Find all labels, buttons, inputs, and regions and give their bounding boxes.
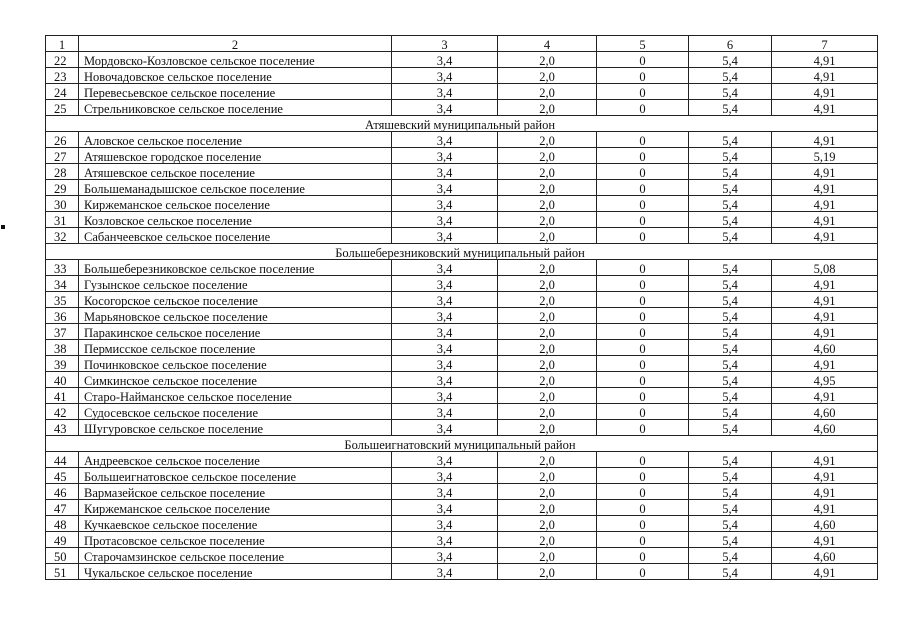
table-row (46, 404, 878, 420)
table-row (46, 148, 878, 164)
settlement-name: Марьяновское сельское поселение (79, 308, 392, 324)
settlement-name: Чукальское сельское поселение (79, 564, 392, 580)
settlement-name: Протасовское сельское поселение (79, 532, 392, 548)
row-number: 39 (46, 356, 79, 372)
cell-col-7: 4,91 (772, 84, 878, 100)
tariff-table (45, 35, 878, 580)
cell-col-7: 4,91 (772, 484, 878, 500)
table-row (46, 500, 878, 516)
cell-col-6: 5,4 (689, 132, 772, 148)
cell-col-3: 3,4 (392, 132, 498, 148)
cell-col-4: 2,0 (498, 324, 597, 340)
cell-col-6: 5,4 (689, 164, 772, 180)
cell-col-5: 0 (597, 324, 689, 340)
district-header-row (46, 244, 878, 260)
table-row (46, 420, 878, 436)
table-row (46, 532, 878, 548)
row-number: 29 (46, 180, 79, 196)
settlement-name: Большеманадышское сельское поселение (79, 180, 392, 196)
cell-col-7: 4,91 (772, 196, 878, 212)
cell-col-3: 3,4 (392, 212, 498, 228)
cell-col-3: 3,4 (392, 340, 498, 356)
table-row (46, 260, 878, 276)
column-header: 1 (46, 36, 79, 52)
settlement-name: Судосевское сельское поселение (79, 404, 392, 420)
column-header: 6 (689, 36, 772, 52)
cell-col-5: 0 (597, 292, 689, 308)
cell-col-5: 0 (597, 132, 689, 148)
cell-col-4: 2,0 (498, 340, 597, 356)
cell-col-6: 5,4 (689, 324, 772, 340)
cell-col-7: 4,91 (772, 212, 878, 228)
settlement-name: Козловское сельское поселение (79, 212, 392, 228)
cell-col-5: 0 (597, 196, 689, 212)
row-number: 24 (46, 84, 79, 100)
cell-col-3: 3,4 (392, 84, 498, 100)
settlement-name: Киржеманское сельское поселение (79, 500, 392, 516)
cell-col-3: 3,4 (392, 548, 498, 564)
cell-col-5: 0 (597, 484, 689, 500)
cell-col-6: 5,4 (689, 228, 772, 244)
cell-col-4: 2,0 (498, 356, 597, 372)
cell-col-5: 0 (597, 420, 689, 436)
cell-col-6: 5,4 (689, 372, 772, 388)
cell-col-3: 3,4 (392, 228, 498, 244)
cell-col-5: 0 (597, 148, 689, 164)
cell-col-6: 5,4 (689, 356, 772, 372)
cell-col-5: 0 (597, 340, 689, 356)
district-title: Большеберезниковский муниципальный район (46, 244, 878, 260)
row-number: 35 (46, 292, 79, 308)
settlement-name: Старо-Найманское сельское поселение (79, 388, 392, 404)
table-row (46, 324, 878, 340)
row-number: 50 (46, 548, 79, 564)
cell-col-5: 0 (597, 548, 689, 564)
settlement-name: Андреевское сельское поселение (79, 452, 392, 468)
table-row (46, 372, 878, 388)
cell-col-7: 4,91 (772, 180, 878, 196)
cell-col-7: 4,91 (772, 532, 878, 548)
settlement-name: Паракинское сельское поселение (79, 324, 392, 340)
cell-col-7: 4,60 (772, 340, 878, 356)
row-number: 41 (46, 388, 79, 404)
table-row (46, 276, 878, 292)
settlement-name: Киржеманское сельское поселение (79, 196, 392, 212)
cell-col-3: 3,4 (392, 68, 498, 84)
cell-col-7: 4,60 (772, 420, 878, 436)
cell-col-3: 3,4 (392, 372, 498, 388)
cell-col-3: 3,4 (392, 324, 498, 340)
column-header: 5 (597, 36, 689, 52)
cell-col-5: 0 (597, 228, 689, 244)
cell-col-7: 4,60 (772, 404, 878, 420)
settlement-name: Симкинское сельское поселение (79, 372, 392, 388)
cell-col-7: 4,91 (772, 68, 878, 84)
cell-col-6: 5,4 (689, 340, 772, 356)
table-row (46, 196, 878, 212)
cell-col-5: 0 (597, 452, 689, 468)
column-header-row (46, 36, 878, 52)
column-header: 4 (498, 36, 597, 52)
cell-col-6: 5,4 (689, 260, 772, 276)
table-row (46, 388, 878, 404)
cell-col-4: 2,0 (498, 500, 597, 516)
settlement-name: Аловское сельское поселение (79, 132, 392, 148)
settlement-name: Гузынское сельское поселение (79, 276, 392, 292)
table-row (46, 484, 878, 500)
cell-col-6: 5,4 (689, 52, 772, 68)
table-row (46, 308, 878, 324)
row-number: 45 (46, 468, 79, 484)
table-row (46, 452, 878, 468)
row-number: 48 (46, 516, 79, 532)
cell-col-4: 2,0 (498, 452, 597, 468)
cell-col-4: 2,0 (498, 164, 597, 180)
cell-col-3: 3,4 (392, 420, 498, 436)
cell-col-3: 3,4 (392, 564, 498, 580)
cell-col-6: 5,4 (689, 548, 772, 564)
table-row (46, 212, 878, 228)
cell-col-7: 4,91 (772, 100, 878, 116)
row-number: 42 (46, 404, 79, 420)
cell-col-5: 0 (597, 564, 689, 580)
cell-col-3: 3,4 (392, 148, 498, 164)
row-number: 49 (46, 532, 79, 548)
cell-col-4: 2,0 (498, 516, 597, 532)
cell-col-4: 2,0 (498, 564, 597, 580)
settlement-name: Мордовско-Козловское сельское поселение (79, 52, 392, 68)
row-number: 26 (46, 132, 79, 148)
cell-col-3: 3,4 (392, 532, 498, 548)
cell-col-3: 3,4 (392, 484, 498, 500)
cell-col-6: 5,4 (689, 212, 772, 228)
cell-col-6: 5,4 (689, 292, 772, 308)
row-number: 46 (46, 484, 79, 500)
table-row (46, 292, 878, 308)
cell-col-4: 2,0 (498, 276, 597, 292)
row-number: 43 (46, 420, 79, 436)
table-row (46, 516, 878, 532)
cell-col-5: 0 (597, 68, 689, 84)
table-row (46, 164, 878, 180)
table-row (46, 84, 878, 100)
cell-col-7: 4,91 (772, 500, 878, 516)
row-number: 32 (46, 228, 79, 244)
table-row (46, 132, 878, 148)
district-header-row (46, 116, 878, 132)
cell-col-4: 2,0 (498, 372, 597, 388)
cell-col-5: 0 (597, 52, 689, 68)
table-row (46, 100, 878, 116)
table-row (46, 180, 878, 196)
column-header: 2 (79, 36, 392, 52)
cell-col-6: 5,4 (689, 500, 772, 516)
cell-col-5: 0 (597, 500, 689, 516)
cell-col-4: 2,0 (498, 100, 597, 116)
settlement-name: Старочамзинское сельское поселение (79, 548, 392, 564)
row-number: 51 (46, 564, 79, 580)
cell-col-3: 3,4 (392, 452, 498, 468)
cell-col-5: 0 (597, 276, 689, 292)
settlement-name: Кучкаевское сельское поселение (79, 516, 392, 532)
cell-col-5: 0 (597, 372, 689, 388)
cell-col-7: 4,95 (772, 372, 878, 388)
settlement-name: Вармазейское сельское поселение (79, 484, 392, 500)
settlement-name: Косогорское сельское поселение (79, 292, 392, 308)
cell-col-5: 0 (597, 516, 689, 532)
cell-col-4: 2,0 (498, 388, 597, 404)
settlement-name: Починковское сельское поселение (79, 356, 392, 372)
cell-col-6: 5,4 (689, 388, 772, 404)
cell-col-5: 0 (597, 212, 689, 228)
settlement-name: Атяшевское городское поселение (79, 148, 392, 164)
cell-col-3: 3,4 (392, 276, 498, 292)
cell-col-7: 4,91 (772, 292, 878, 308)
row-number: 33 (46, 260, 79, 276)
cell-col-7: 4,91 (772, 308, 878, 324)
table-body (46, 36, 878, 580)
cell-col-5: 0 (597, 532, 689, 548)
settlement-name: Сабанчеевское сельское поселение (79, 228, 392, 244)
settlement-name: Пермисское сельское поселение (79, 340, 392, 356)
cell-col-7: 4,91 (772, 356, 878, 372)
cell-col-6: 5,4 (689, 180, 772, 196)
table-row (46, 228, 878, 244)
cell-col-4: 2,0 (498, 420, 597, 436)
cell-col-4: 2,0 (498, 468, 597, 484)
cell-col-4: 2,0 (498, 260, 597, 276)
cell-col-3: 3,4 (392, 196, 498, 212)
cell-col-4: 2,0 (498, 548, 597, 564)
row-number: 44 (46, 452, 79, 468)
cell-col-6: 5,4 (689, 84, 772, 100)
cell-col-3: 3,4 (392, 356, 498, 372)
cell-col-4: 2,0 (498, 196, 597, 212)
row-number: 22 (46, 52, 79, 68)
cell-col-6: 5,4 (689, 276, 772, 292)
cell-col-3: 3,4 (392, 308, 498, 324)
cell-col-5: 0 (597, 84, 689, 100)
settlement-name: Атяшевское сельское поселение (79, 164, 392, 180)
cell-col-6: 5,4 (689, 420, 772, 436)
row-number: 37 (46, 324, 79, 340)
cell-col-4: 2,0 (498, 484, 597, 500)
row-number: 40 (46, 372, 79, 388)
table-row (46, 356, 878, 372)
cell-col-4: 2,0 (498, 68, 597, 84)
cell-col-7: 5,08 (772, 260, 878, 276)
cell-col-6: 5,4 (689, 196, 772, 212)
cell-col-4: 2,0 (498, 148, 597, 164)
cell-col-6: 5,4 (689, 148, 772, 164)
cell-col-7: 4,60 (772, 516, 878, 532)
cell-col-3: 3,4 (392, 180, 498, 196)
cell-col-4: 2,0 (498, 180, 597, 196)
row-number: 28 (46, 164, 79, 180)
cell-col-4: 2,0 (498, 52, 597, 68)
cell-col-4: 2,0 (498, 84, 597, 100)
cell-col-7: 4,91 (772, 388, 878, 404)
cell-col-4: 2,0 (498, 292, 597, 308)
cell-col-3: 3,4 (392, 516, 498, 532)
cell-col-6: 5,4 (689, 100, 772, 116)
cell-col-7: 4,91 (772, 164, 878, 180)
settlement-name: Новочадовское сельское поселение (79, 68, 392, 84)
cell-col-7: 4,91 (772, 452, 878, 468)
cell-col-7: 4,91 (772, 324, 878, 340)
cell-col-3: 3,4 (392, 164, 498, 180)
cell-col-5: 0 (597, 260, 689, 276)
cell-col-4: 2,0 (498, 212, 597, 228)
settlement-name: Большеигнатовское сельское поселение (79, 468, 392, 484)
cell-col-7: 5,19 (772, 148, 878, 164)
cell-col-3: 3,4 (392, 468, 498, 484)
cell-col-6: 5,4 (689, 484, 772, 500)
row-number: 27 (46, 148, 79, 164)
cell-col-4: 2,0 (498, 228, 597, 244)
district-title: Большеигнатовский муниципальный район (46, 436, 878, 452)
row-number: 25 (46, 100, 79, 116)
cell-col-6: 5,4 (689, 404, 772, 420)
cell-col-6: 5,4 (689, 308, 772, 324)
district-title: Атяшевский муниципальный район (46, 116, 878, 132)
settlement-name: Стрельниковское сельское поселение (79, 100, 392, 116)
cell-col-3: 3,4 (392, 292, 498, 308)
cell-col-3: 3,4 (392, 404, 498, 420)
cell-col-5: 0 (597, 308, 689, 324)
table-row (46, 340, 878, 356)
row-number: 38 (46, 340, 79, 356)
cell-col-5: 0 (597, 180, 689, 196)
cell-col-6: 5,4 (689, 532, 772, 548)
cell-col-3: 3,4 (392, 388, 498, 404)
cell-col-7: 4,91 (772, 228, 878, 244)
table-row (46, 548, 878, 564)
cell-col-3: 3,4 (392, 52, 498, 68)
cell-col-7: 4,60 (772, 548, 878, 564)
cell-col-5: 0 (597, 356, 689, 372)
cell-col-4: 2,0 (498, 132, 597, 148)
cell-col-7: 4,91 (772, 468, 878, 484)
row-number: 47 (46, 500, 79, 516)
table-row (46, 468, 878, 484)
row-number: 31 (46, 212, 79, 228)
row-number: 30 (46, 196, 79, 212)
column-header: 3 (392, 36, 498, 52)
cell-col-6: 5,4 (689, 68, 772, 84)
cell-col-4: 2,0 (498, 532, 597, 548)
settlement-name: Большеберезниковское сельское поселение (79, 260, 392, 276)
cell-col-7: 4,91 (772, 276, 878, 292)
table-row (46, 68, 878, 84)
settlement-name: Шугуровское сельское поселение (79, 420, 392, 436)
cell-col-3: 3,4 (392, 500, 498, 516)
table-row (46, 52, 878, 68)
cell-col-5: 0 (597, 468, 689, 484)
cell-col-3: 3,4 (392, 100, 498, 116)
row-number: 36 (46, 308, 79, 324)
cell-col-6: 5,4 (689, 468, 772, 484)
cell-col-7: 4,91 (772, 564, 878, 580)
row-number: 34 (46, 276, 79, 292)
row-number: 23 (46, 68, 79, 84)
cell-col-4: 2,0 (498, 404, 597, 420)
scan-mark (1, 225, 5, 229)
column-header: 7 (772, 36, 878, 52)
settlement-name: Перевесьевское сельское поселение (79, 84, 392, 100)
cell-col-6: 5,4 (689, 564, 772, 580)
cell-col-4: 2,0 (498, 308, 597, 324)
cell-col-3: 3,4 (392, 260, 498, 276)
district-header-row (46, 436, 878, 452)
cell-col-5: 0 (597, 404, 689, 420)
cell-col-7: 4,91 (772, 132, 878, 148)
cell-col-6: 5,4 (689, 452, 772, 468)
cell-col-5: 0 (597, 164, 689, 180)
cell-col-7: 4,91 (772, 52, 878, 68)
cell-col-6: 5,4 (689, 516, 772, 532)
cell-col-5: 0 (597, 100, 689, 116)
table-row (46, 564, 878, 580)
cell-col-5: 0 (597, 388, 689, 404)
